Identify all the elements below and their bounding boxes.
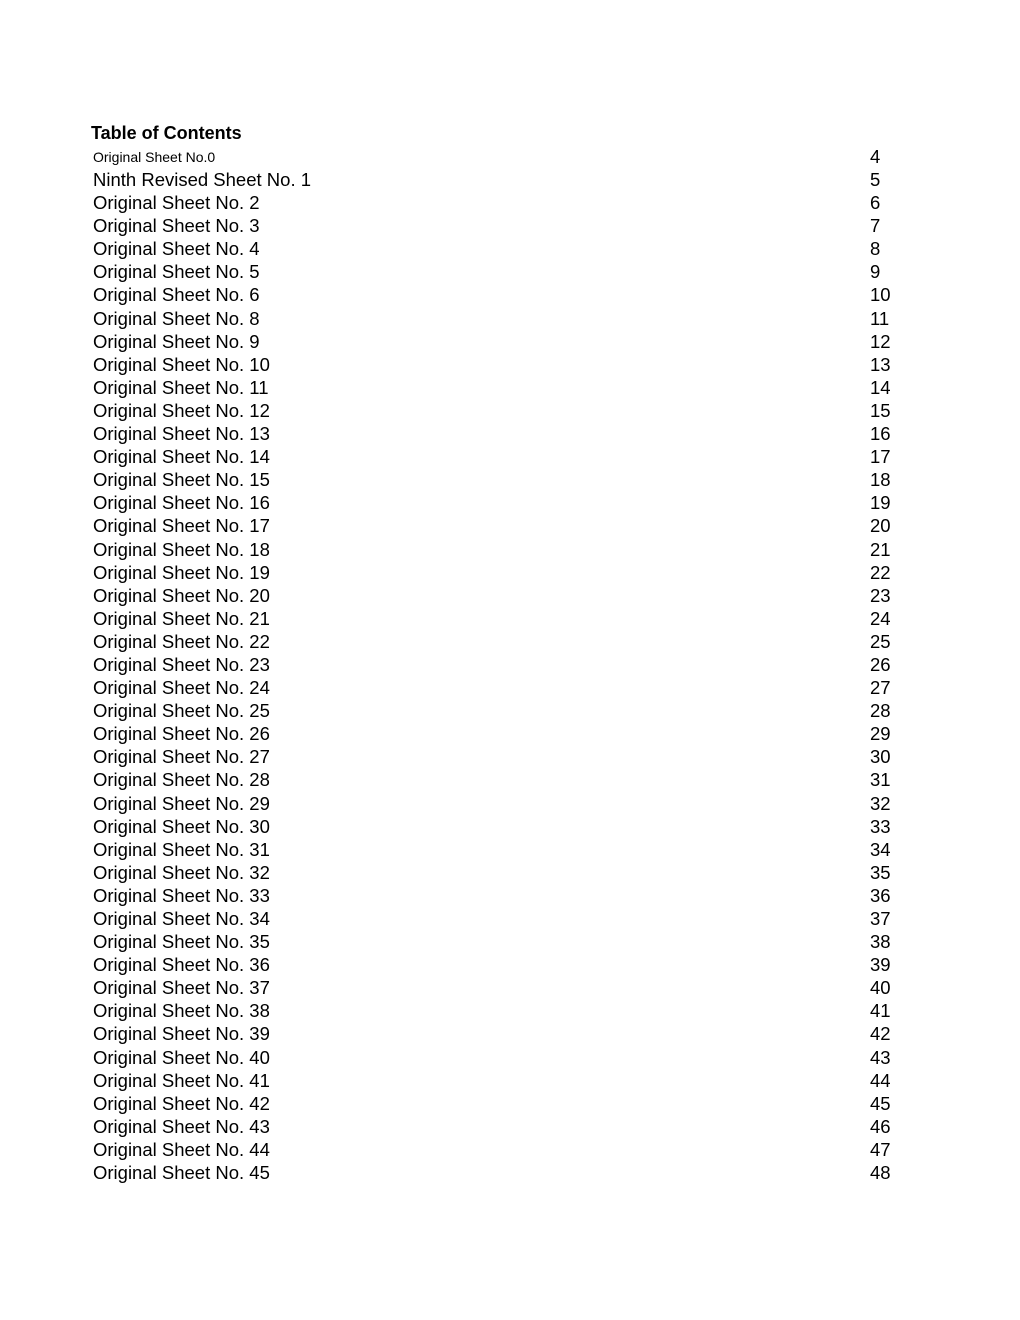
toc-entry [93, 144, 893, 168]
toc-entry [93, 607, 893, 630]
toc-entry-label: Original Sheet No. 24 [93, 677, 270, 699]
toc-entry [93, 768, 893, 791]
toc-entry-page-number: 32 [870, 792, 891, 814]
toc-entry-label: Original Sheet No. 12 [93, 399, 270, 421]
toc-entry-page-number: 4 [870, 146, 881, 167]
toc-entry [93, 1138, 893, 1161]
toc-entry [93, 884, 893, 907]
toc-entry-page-number: 14 [870, 376, 891, 398]
toc-entry [93, 538, 893, 561]
toc-entry-page-number: 35 [870, 861, 891, 883]
toc-entry-label: Original Sheet No. 4 [93, 238, 260, 260]
toc-entry-page-number: 12 [870, 330, 891, 352]
toc-entry-page-number: 19 [870, 492, 891, 514]
toc-entry [93, 353, 893, 376]
toc-entry-label: Original Sheet No. 27 [93, 746, 270, 768]
toc-entry-page-number: 41 [870, 1000, 891, 1022]
toc-entry-page-number: 30 [870, 746, 891, 768]
toc-entry-label: Original Sheet No. 39 [93, 1023, 270, 1045]
toc-entry [93, 283, 893, 306]
toc-entry-page-number: 46 [870, 1115, 891, 1137]
toc-entry-label: Original Sheet No. 23 [93, 653, 270, 675]
toc-entry-page-number: 31 [870, 769, 891, 791]
toc-entry-page-number: 38 [870, 931, 891, 953]
toc-entry-label: Original Sheet No. 30 [93, 815, 270, 837]
toc-entry-page-number: 44 [870, 1069, 891, 1091]
toc-entry [93, 1092, 893, 1115]
toc-entry-label: Original Sheet No. 33 [93, 884, 270, 906]
toc-entry-page-number: 39 [870, 954, 891, 976]
toc-entry-label: Original Sheet No. 16 [93, 492, 270, 514]
toc-entry [93, 168, 893, 191]
toc-entry-label: Original Sheet No. 29 [93, 792, 270, 814]
toc-entry-label: Original Sheet No. 17 [93, 515, 270, 537]
toc-entry-label: Original Sheet No. 10 [93, 353, 270, 375]
toc-entry-label: Original Sheet No. 32 [93, 861, 270, 883]
toc-entry [93, 653, 893, 676]
toc-entry-page-number: 17 [870, 446, 891, 468]
toc-entry [93, 861, 893, 884]
toc-entry [93, 630, 893, 653]
toc-entry-label: Original Sheet No. 38 [93, 1000, 270, 1022]
toc-entry-page-number: 45 [870, 1092, 891, 1114]
toc-entry-label: Original Sheet No. 6 [93, 284, 260, 306]
toc-entry [93, 399, 893, 422]
toc-entry-label: Original Sheet No. 20 [93, 584, 270, 606]
toc-entry-label: Original Sheet No. 41 [93, 1069, 270, 1091]
toc-entry-label: Original Sheet No. 15 [93, 469, 270, 491]
toc-entry-page-number: 18 [870, 469, 891, 491]
toc-entry-page-number: 13 [870, 353, 891, 375]
toc-entry [93, 237, 893, 260]
toc-entry [93, 953, 893, 976]
toc-entry [93, 1046, 893, 1069]
toc-entry [93, 976, 893, 999]
toc-entry [93, 815, 893, 838]
toc-entry-page-number: 24 [870, 607, 891, 629]
toc-entry-page-number: 21 [870, 538, 891, 560]
toc-entry [93, 699, 893, 722]
toc-entry-page-number: 40 [870, 977, 891, 999]
toc-entry-label: Original Sheet No. 18 [93, 538, 270, 560]
toc-entry [93, 468, 893, 491]
toc-entry-page-number: 8 [870, 238, 881, 260]
toc-entry-label: Original Sheet No. 37 [93, 977, 270, 999]
toc-entry-label: Original Sheet No. 45 [93, 1162, 270, 1184]
toc-entry [93, 999, 893, 1022]
toc-entry [93, 1115, 893, 1138]
toc-entry-page-number: 5 [870, 169, 881, 190]
toc-entry-page-number: 25 [870, 630, 891, 652]
toc-entry-label: Original Sheet No. 5 [93, 261, 260, 283]
toc-entry-page-number: 20 [870, 515, 891, 537]
toc-entry-label: Original Sheet No.0 [93, 149, 216, 165]
toc-entry-label: Original Sheet No. 21 [93, 607, 270, 629]
toc-entry [93, 1069, 893, 1092]
toc-entry-page-number: 47 [870, 1138, 891, 1160]
toc-entry-label: Original Sheet No. 43 [93, 1115, 270, 1137]
toc-entry-page-number: 42 [870, 1023, 891, 1045]
toc-list [93, 144, 893, 1184]
toc-entry [93, 491, 893, 514]
toc-entry [93, 745, 893, 768]
toc-entry-label: Original Sheet No. 35 [93, 931, 270, 953]
toc-entry-page-number: 10 [870, 284, 891, 306]
toc-entry-label: Original Sheet No. 40 [93, 1046, 270, 1068]
toc-entry [93, 1022, 893, 1045]
toc-entry-page-number: 33 [870, 815, 891, 837]
toc-entry-label: Original Sheet No. 42 [93, 1092, 270, 1114]
toc-entry [93, 307, 893, 330]
toc-entry [93, 907, 893, 930]
toc-entry-label: Original Sheet No. 25 [93, 700, 270, 722]
toc-entry-page-number: 7 [870, 215, 881, 237]
toc-entry-label: Original Sheet No. 9 [93, 330, 260, 352]
toc-entry-label: Original Sheet No. 44 [93, 1138, 270, 1160]
toc-entry-label: Original Sheet No. 3 [93, 215, 260, 237]
toc-entry-page-number: 29 [870, 723, 891, 745]
toc-entry-label: Ninth Revised Sheet No. 1 [93, 169, 312, 190]
toc-entry-page-number: 27 [870, 677, 891, 699]
toc-entry [93, 676, 893, 699]
toc-entry [93, 260, 893, 283]
toc-entry-label: Original Sheet No. 28 [93, 769, 270, 791]
toc-entry [93, 722, 893, 745]
toc-entry-page-number: 43 [870, 1046, 891, 1068]
toc-entry-label: Original Sheet No. 13 [93, 423, 270, 445]
toc-entry-page-number: 28 [870, 700, 891, 722]
toc-entry [93, 930, 893, 953]
toc-entry-label: Original Sheet No. 8 [93, 307, 260, 329]
toc-entry [93, 1161, 893, 1184]
toc-entry-label: Original Sheet No. 26 [93, 723, 270, 745]
toc-entry-page-number: 37 [870, 908, 891, 929]
toc-entry-page-number: 6 [870, 192, 881, 214]
toc-entry [93, 445, 893, 468]
toc-entry [93, 191, 893, 214]
toc-entry-label: Original Sheet No. 19 [93, 561, 270, 583]
toc-entry [93, 214, 893, 237]
toc-entry-page-number: 23 [870, 584, 891, 606]
toc-entry-page-number: 36 [870, 884, 891, 906]
toc-entry [93, 330, 893, 353]
toc-entry-page-number: 11 [870, 307, 890, 329]
toc-entry [93, 422, 893, 445]
toc-entry-page-number: 26 [870, 653, 891, 675]
toc-title: Table of Contents [91, 123, 242, 143]
toc-entry-label: Original Sheet No. 11 [93, 376, 269, 398]
toc-entry [93, 792, 893, 815]
toc-entry-page-number: 48 [870, 1162, 891, 1184]
toc-entry [93, 514, 893, 537]
toc-entry-label: Original Sheet No. 22 [93, 630, 270, 652]
toc-entry-label: Original Sheet No. 2 [93, 192, 260, 214]
toc-entry [93, 584, 893, 607]
toc-entry-label: Original Sheet No. 36 [93, 954, 270, 976]
toc-entry-page-number: 22 [870, 561, 891, 583]
toc-entry-label: Original Sheet No. 14 [93, 446, 270, 468]
toc-entry-page-number: 9 [870, 261, 881, 283]
toc-entry-page-number: 16 [870, 423, 891, 445]
toc-entry-page-number: 34 [870, 838, 891, 860]
toc-entry-label: Original Sheet No. 34 [93, 908, 270, 929]
toc-entry-label: Original Sheet No. 31 [93, 838, 270, 860]
toc-entry-page-number: 15 [870, 399, 891, 421]
toc-entry [93, 376, 893, 399]
toc-entry [93, 838, 893, 861]
toc-entry [93, 561, 893, 584]
